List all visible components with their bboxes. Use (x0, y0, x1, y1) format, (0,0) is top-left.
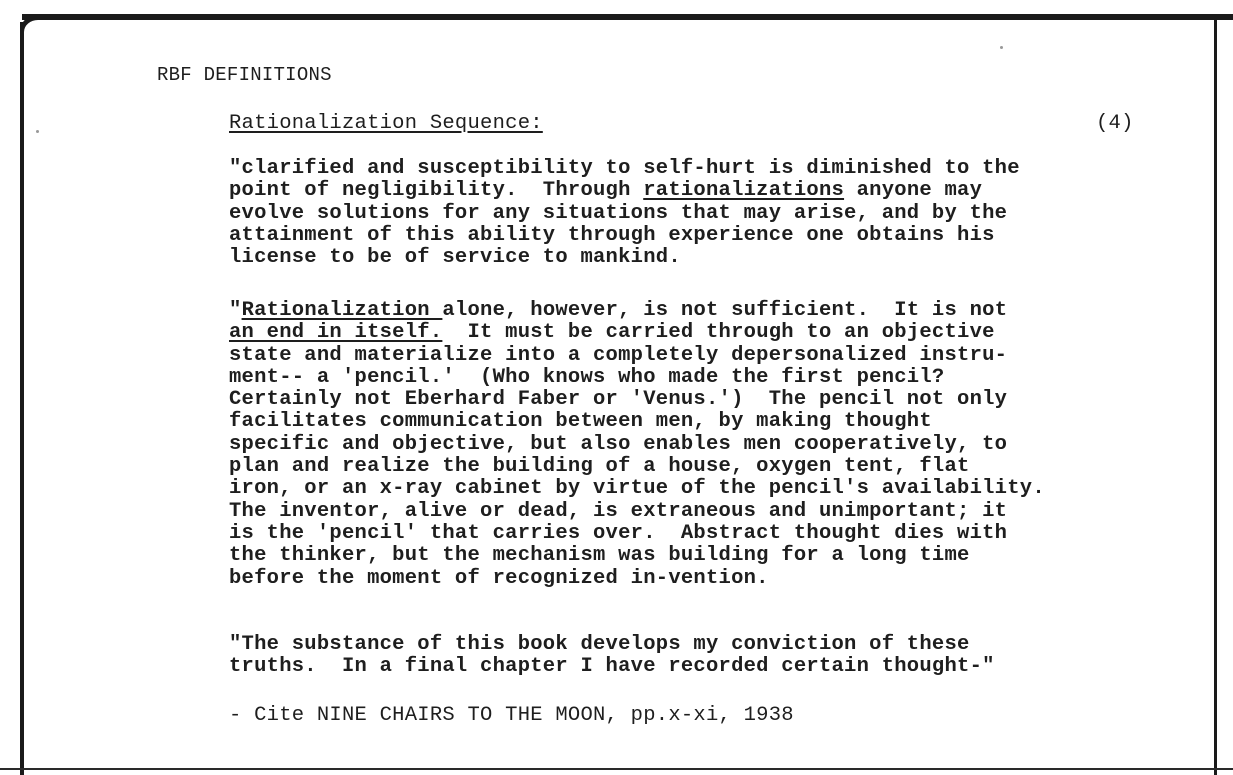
text-line: ment-- a 'pencil.' (Who knows who made the first pencil? (229, 365, 945, 389)
text-line: evolve solutions for any situations that may arise, and by the (229, 201, 1008, 225)
text-line: an end in itself. It must be carried through to an objective (229, 321, 995, 345)
text-line: state and materialize into a completely depersonalized instru- (229, 343, 1008, 367)
underlined-term: an end in itself. (229, 321, 443, 345)
underlined-term: rationalizations (643, 179, 845, 203)
text-line: the thinker, but the mechanism was building for a long time (229, 544, 970, 568)
text-line: Certainly not Eberhard Faber or 'Venus.') The pencil not only (229, 388, 1008, 412)
citation-line: - Cite NINE CHAIRS TO THE MOON, pp.x-xi, 1938 (229, 704, 794, 727)
section-subtitle: Rationalization Sequence: (229, 112, 543, 135)
card-frame-bottom-edge (0, 768, 1233, 770)
text-line: "Rationalization alone, however, is not sufficient. It is not (229, 299, 1008, 322)
text-line: facilitates communication between men, by making thought (229, 410, 932, 434)
card-frame-top-edge (22, 14, 1233, 20)
quote-paragraph (229, 634, 995, 679)
text-line: "clarified and susceptibility to self-hurt is diminished to the (229, 157, 1020, 180)
text-line: "The substance of this book develops my conviction of these (229, 633, 970, 656)
page-number: (4) (1096, 112, 1134, 135)
text-line: The inventor, alive or dead, is extraneous and unimportant; it (229, 499, 1008, 523)
text-line: is the 'pencil' that carries over. Abstract thought dies with (229, 521, 1008, 545)
text-line: license to be of service to mankind. (229, 246, 681, 270)
text-line: before the moment of recognized in-vention. (229, 566, 769, 590)
text-line: plan and realize the building of a house, oxygen tent, flat (229, 455, 970, 479)
card-frame-left-edge (20, 22, 24, 775)
text-line: specific and objective, but also enables men cooperatively, to (229, 432, 1008, 456)
quote-paragraph (229, 158, 1020, 269)
paper-speck (36, 130, 39, 133)
text-line: attainment of this ability through experience one obtains his (229, 223, 995, 247)
text-line: truths. In a final chapter I have recorded certain thought-" (229, 655, 995, 679)
document-header: RBF DEFINITIONS (157, 64, 332, 86)
text-line: point of negligibility. Through rationalizations anyone may (229, 179, 983, 203)
underlined-term: Rationalization (241, 299, 443, 322)
text-line: iron, or an x-ray cabinet by virtue of the pencil's availability. (229, 477, 1045, 501)
quote-paragraph (229, 300, 1045, 590)
paper-speck (1000, 46, 1003, 49)
card-frame-right-edge (1214, 18, 1217, 775)
